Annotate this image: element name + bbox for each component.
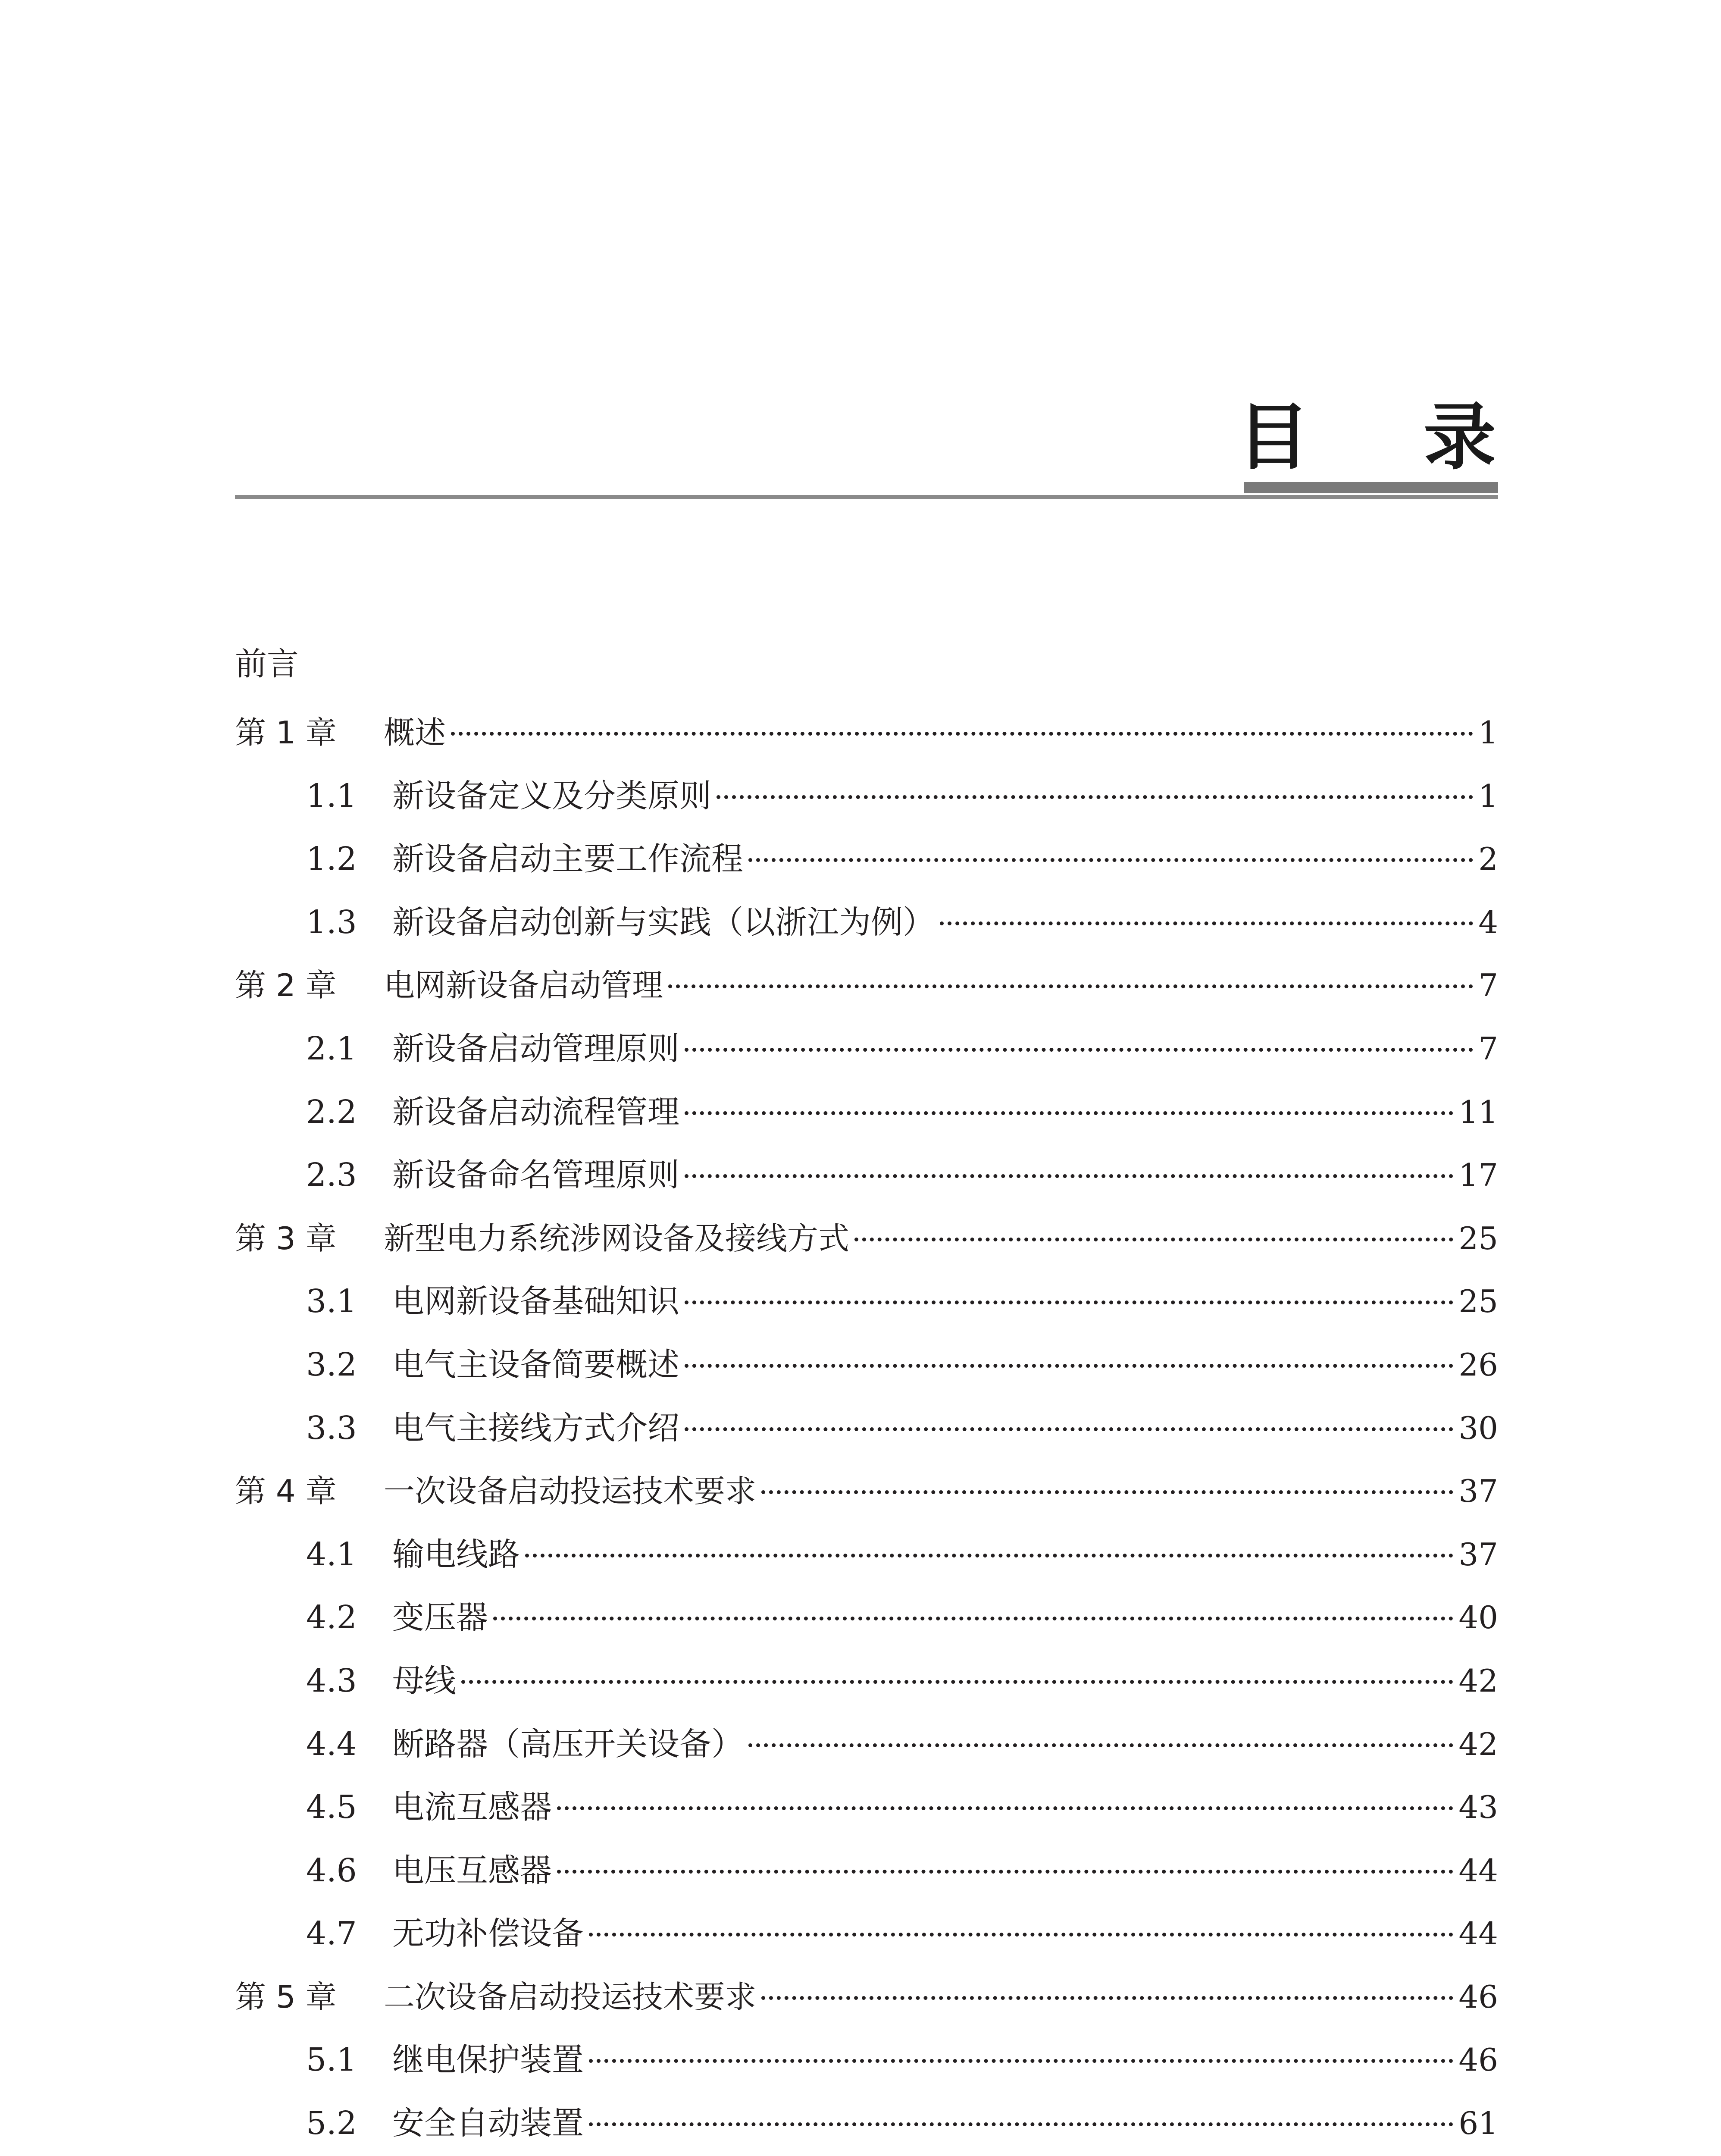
title-underline-accent <box>1244 482 1498 493</box>
dot-leader <box>940 921 1473 925</box>
toc-section-4-2[interactable] <box>235 1586 1498 1649</box>
dot-leader <box>748 1743 1453 1747</box>
page-title-char-1: 目 <box>1237 394 1310 479</box>
toc-section-4-4[interactable] <box>235 1713 1498 1776</box>
toc-entry-title: 母线 <box>392 1662 456 1699</box>
toc-section-2-3[interactable] <box>235 1144 1498 1207</box>
toc-entry-title: 新设备命名管理原则 <box>392 1156 679 1194</box>
toc-entry-number: 第 1 章 <box>235 714 337 751</box>
toc-entry-page: 42 <box>1458 1662 1498 1699</box>
toc-section-2-1[interactable] <box>235 1017 1498 1081</box>
toc-section-3-1[interactable] <box>235 1270 1498 1333</box>
toc-entry-title: 变压器 <box>392 1599 488 1636</box>
dot-leader <box>451 731 1473 736</box>
toc-entry-page: 46 <box>1458 1978 1498 2015</box>
toc-entry-page: 40 <box>1458 1599 1498 1636</box>
dot-leader <box>493 1616 1453 1620</box>
toc-section-1-1[interactable] <box>235 765 1498 828</box>
toc-entry-title: 继电保护装置 <box>392 2041 584 2079</box>
toc-entry-number: 4.7 <box>306 1915 357 1952</box>
toc-chapter-2[interactable] <box>235 954 1498 1017</box>
toc-entry-number: 第 4 章 <box>235 1473 337 1510</box>
toc-entry-number: 4.5 <box>306 1789 357 1826</box>
toc-entry-number: 3.3 <box>306 1409 357 1447</box>
toc-preface[interactable]: 前言 <box>235 646 299 683</box>
toc-entry-number: 第 5 章 <box>235 1978 337 2015</box>
toc-entry-title: 新设备启动主要工作流程 <box>392 840 743 878</box>
toc-entry-number: 第 2 章 <box>235 967 337 1004</box>
toc-entry-number: 3.1 <box>306 1283 357 1320</box>
toc-entry-page: 7 <box>1478 967 1498 1004</box>
toc-entry-number: 4.4 <box>306 1725 357 1763</box>
toc-section-4-1[interactable] <box>235 1523 1498 1586</box>
toc-entry-page: 1 <box>1478 777 1498 814</box>
table-of-contents <box>235 638 1498 2155</box>
dot-leader <box>461 1680 1453 1684</box>
toc-entry-number: 3.2 <box>306 1346 357 1383</box>
toc-entry-title: 电流互感器 <box>392 1789 552 1826</box>
dot-leader <box>685 1363 1453 1368</box>
toc-chapter-5[interactable] <box>235 1965 1498 2029</box>
toc-entry-page: 37 <box>1458 1473 1498 1510</box>
dot-leader <box>525 1553 1453 1557</box>
dot-leader <box>557 1806 1453 1810</box>
toc-chapter-4[interactable] <box>235 1460 1498 1523</box>
dot-leader <box>685 1111 1453 1115</box>
toc-entry-page: 11 <box>1458 1094 1498 1130</box>
toc-entry-number: 4.1 <box>306 1536 357 1573</box>
page-title <box>1237 379 1496 483</box>
toc-entry-title: 电气主设备简要概述 <box>392 1346 679 1383</box>
dot-leader <box>685 1427 1453 1431</box>
dot-leader <box>761 1490 1453 1494</box>
toc-entry-number: 2.2 <box>306 1093 357 1131</box>
toc-chapter-3[interactable] <box>235 1207 1498 1270</box>
toc-entry-page: 26 <box>1458 1346 1498 1383</box>
dot-leader <box>668 984 1473 988</box>
toc-entry-number: 第 3 章 <box>235 1220 337 1257</box>
toc-entry-title: 电压互感器 <box>392 1852 552 1889</box>
toc-section-4-6[interactable] <box>235 1839 1498 1902</box>
toc-entry-page: 37 <box>1458 1536 1498 1573</box>
toc-entry-page: 7 <box>1478 1030 1498 1067</box>
toc-entry-title: 电网新设备基础知识 <box>392 1283 679 1320</box>
toc-entry-number: 4.6 <box>306 1852 357 1889</box>
toc-entry-title: 一次设备启动投运技术要求 <box>384 1473 757 1510</box>
dot-leader <box>761 1996 1453 2000</box>
toc-entry-number: 4.3 <box>306 1662 357 1699</box>
dot-leader <box>589 2059 1453 2063</box>
dot-leader <box>685 1300 1453 1304</box>
toc-entry-title: 新设备启动创新与实践（以浙江为例） <box>392 903 935 941</box>
toc-entry-number: 2.3 <box>306 1156 357 1194</box>
toc-section-4-5[interactable] <box>235 1776 1498 1839</box>
toc-entry-number: 4.2 <box>306 1599 357 1636</box>
toc-section-4-7[interactable] <box>235 1902 1498 1965</box>
dot-leader <box>685 1174 1453 1178</box>
dot-leader <box>557 1869 1453 1874</box>
toc-entry-page: 30 <box>1458 1410 1498 1446</box>
toc-section-1-3[interactable] <box>235 891 1498 954</box>
dot-leader <box>717 795 1473 799</box>
dot-leader <box>589 2122 1453 2126</box>
toc-entry-number: 1.2 <box>306 840 357 878</box>
toc-entry-page: 44 <box>1458 1915 1498 1952</box>
toc-entry-number: 5.2 <box>306 2105 357 2142</box>
toc-entry-page: 17 <box>1458 1157 1498 1194</box>
toc-entry-title: 安全自动装置 <box>392 2105 584 2142</box>
toc-entry-title: 概述 <box>384 714 446 751</box>
dot-leader <box>748 858 1473 862</box>
toc-section-3-2[interactable] <box>235 1333 1498 1397</box>
toc-section-5-2[interactable] <box>235 2092 1498 2155</box>
toc-section-5-1[interactable] <box>235 2028 1498 2092</box>
toc-section-4-3[interactable] <box>235 1649 1498 1713</box>
toc-entry-title: 断路器（高压开关设备） <box>392 1725 743 1763</box>
toc-chapter-1[interactable] <box>235 701 1498 765</box>
toc-entry-page: 25 <box>1458 1283 1498 1320</box>
toc-entry-title: 无功补偿设备 <box>392 1915 584 1952</box>
toc-entry-title: 新型电力系统涉网设备及接线方式 <box>384 1220 850 1257</box>
toc-entry-page: 25 <box>1458 1220 1498 1257</box>
toc-entry-page: 44 <box>1458 1852 1498 1889</box>
toc-entry-page: 43 <box>1458 1789 1498 1826</box>
toc-entry-title: 新设备启动管理原则 <box>392 1030 679 1067</box>
title-underline <box>235 495 1498 499</box>
toc-entry-number: 1.1 <box>306 777 357 815</box>
toc-section-1-2[interactable] <box>235 827 1498 891</box>
toc-entry-page: 46 <box>1458 2042 1498 2078</box>
toc-entry-page: 42 <box>1458 1726 1498 1762</box>
toc-entry-title: 电气主接线方式介绍 <box>392 1409 679 1447</box>
toc-entry-page: 2 <box>1478 841 1498 877</box>
toc-entry-title: 电网新设备启动管理 <box>384 967 663 1004</box>
toc-section-2-2[interactable] <box>235 1081 1498 1144</box>
toc-entry-number: 2.1 <box>306 1030 357 1067</box>
toc-entry-page: 1 <box>1478 714 1498 751</box>
toc-section-3-3[interactable] <box>235 1397 1498 1460</box>
dot-leader <box>685 1047 1473 1052</box>
toc-entry-title: 二次设备启动投运技术要求 <box>384 1978 757 2015</box>
dot-leader <box>854 1237 1453 1241</box>
toc-entry-page: 4 <box>1478 904 1498 940</box>
toc-entry-title: 输电线路 <box>392 1536 520 1573</box>
toc-entry-page: 61 <box>1458 2105 1498 2142</box>
toc-entry-number: 5.1 <box>306 2041 357 2079</box>
toc-entry-title: 新设备定义及分类原则 <box>392 777 711 815</box>
toc-entry-number: 1.3 <box>306 903 357 941</box>
page-title-char-2: 录 <box>1424 394 1496 479</box>
toc-entry-title: 新设备启动流程管理 <box>392 1093 679 1131</box>
dot-leader <box>589 1932 1453 1937</box>
